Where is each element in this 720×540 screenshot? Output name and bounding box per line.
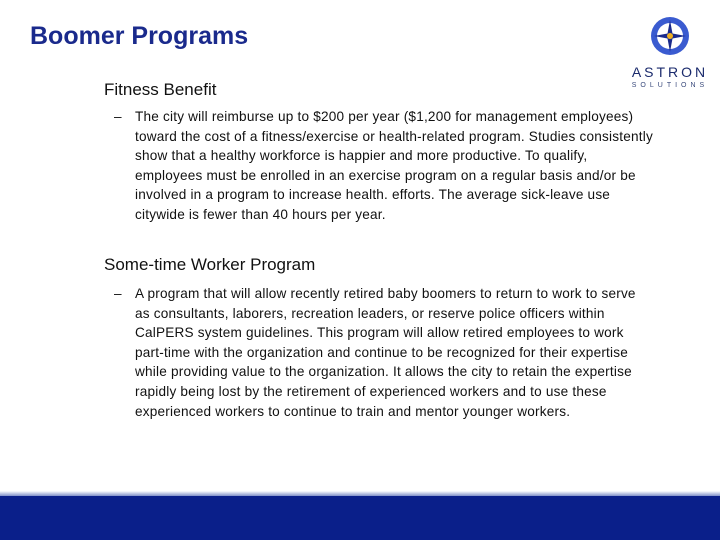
astron-star-icon <box>650 16 690 56</box>
bullet-dash: – <box>114 109 122 124</box>
logo-wordmark: ASTRON <box>631 64 709 80</box>
bullet-text: The city will reimburse up to $200 per year ($1,200 for management employees) toward the cost of a fitness/exercise or health-related program. Studies consistently show that a healthy workforce is happier and more productive. To qualify, employees must be enrolled in an exercise program on a regular basis and/or be involved in a program to increase health. efforts. The average sick-leave use citywide is fewer than 40 hours per year. <box>135 109 653 222</box>
slide-title: Boomer Programs <box>30 22 249 50</box>
bullet-sometime-worker <box>114 284 654 421</box>
section-heading-fitness: Fitness Benefit <box>104 80 217 99</box>
logo-tagline: SOLUTIONS <box>631 82 709 89</box>
footer-bar <box>0 496 720 540</box>
astron-logo <box>630 12 710 94</box>
bullet-text: A program that will allow recently retired baby boomers to return to work to serve as consultants, laborers, recreation leaders, or reserve police officers within CalPERS system guidelines. This program will allow retired employees to work part-time with the organization and continue to be recognized for their expertise while providing value to the organization. It allows the city to retain the expertise rapidly being lost by the retirement of experienced workers and to use these experienced workers to continue to train and mentor younger workers. <box>135 286 636 419</box>
section-heading-sometime-worker: Some-time Worker Program <box>104 255 316 274</box>
bullet-fitness <box>114 107 654 225</box>
bullet-dash: – <box>114 286 122 301</box>
